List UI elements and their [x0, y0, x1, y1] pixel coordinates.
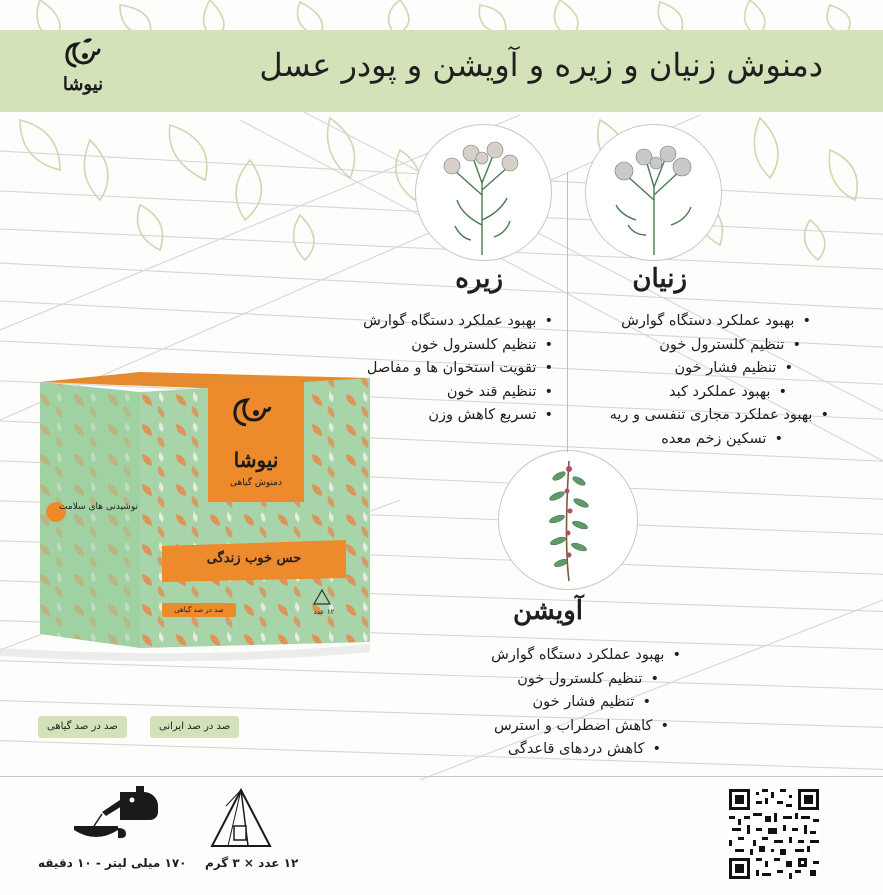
list-item: • تسکین زخم معده [610, 428, 783, 452]
box-count: ۱۲ عدد [313, 608, 335, 616]
list-item: • تنظیم فشار خون [491, 691, 651, 715]
list-item: • کاهش اضطراب و استرس [491, 715, 669, 739]
box-subtitle: دمنوش گیاهی [229, 478, 283, 488]
box-side-text: نوشیدنی های سلامت [59, 502, 138, 512]
list-item: • تنظیم کلسترول خون [491, 668, 659, 692]
box-tag: صد در صد گیاهی [174, 606, 224, 614]
page-title: دمنوش زنیان و زیره و آویشن و پودر عسل [259, 46, 823, 84]
list-item: • تسریع کاهش وزن [363, 404, 553, 428]
herb-name-ajwain: زنیان [632, 264, 687, 294]
list-item: • تقویت استخوان ها و مفاصل [363, 357, 553, 381]
herb-name-thyme: آویشن [512, 596, 583, 626]
box-brand: نیوشا [233, 448, 279, 472]
qr-code[interactable] [729, 789, 819, 879]
tea-bag-pyramid-icon [208, 786, 274, 852]
herb-name-cumin: زیره [455, 264, 503, 294]
list-item: • تنظیم کلسترول خون [363, 334, 553, 358]
list-item: • کاهش دردهای قاعدگی [491, 738, 661, 762]
list-item: • تنظیم قند خون [363, 381, 553, 405]
list-item: • تنظیم فشار خون [610, 357, 793, 381]
box-slogan: حس خوب زندگی [206, 551, 302, 566]
list-item: • بهبود عملکرد کبد [610, 381, 787, 405]
badge-100-percent-iranian: صد در صد ایرانی [150, 716, 239, 738]
list-item: • بهبود عملکرد دستگاه گوارش [610, 310, 811, 334]
list-item: • بهبود عملکرد دستگاه گوارش [363, 310, 553, 334]
brewing-instruction: ۱۷۰ میلی لیتر - ۱۰ دقیقه [38, 856, 187, 870]
list-item: • بهبود عملکرد دستگاه گوارش [491, 644, 681, 668]
teapot-pouring-icon [72, 786, 162, 848]
brand-name: نیوشا [62, 74, 104, 95]
footer-divider [0, 776, 883, 777]
badge-100-percent-herbal: صد در صد گیاهی [38, 716, 127, 738]
list-item: • تنظیم کلسترول خون [610, 334, 801, 358]
list-item: • بهبود عملکرد مجاری تنفسی و ریه [610, 404, 829, 428]
package-contents: ۱۲ عدد × ۳ گرم [205, 856, 299, 870]
